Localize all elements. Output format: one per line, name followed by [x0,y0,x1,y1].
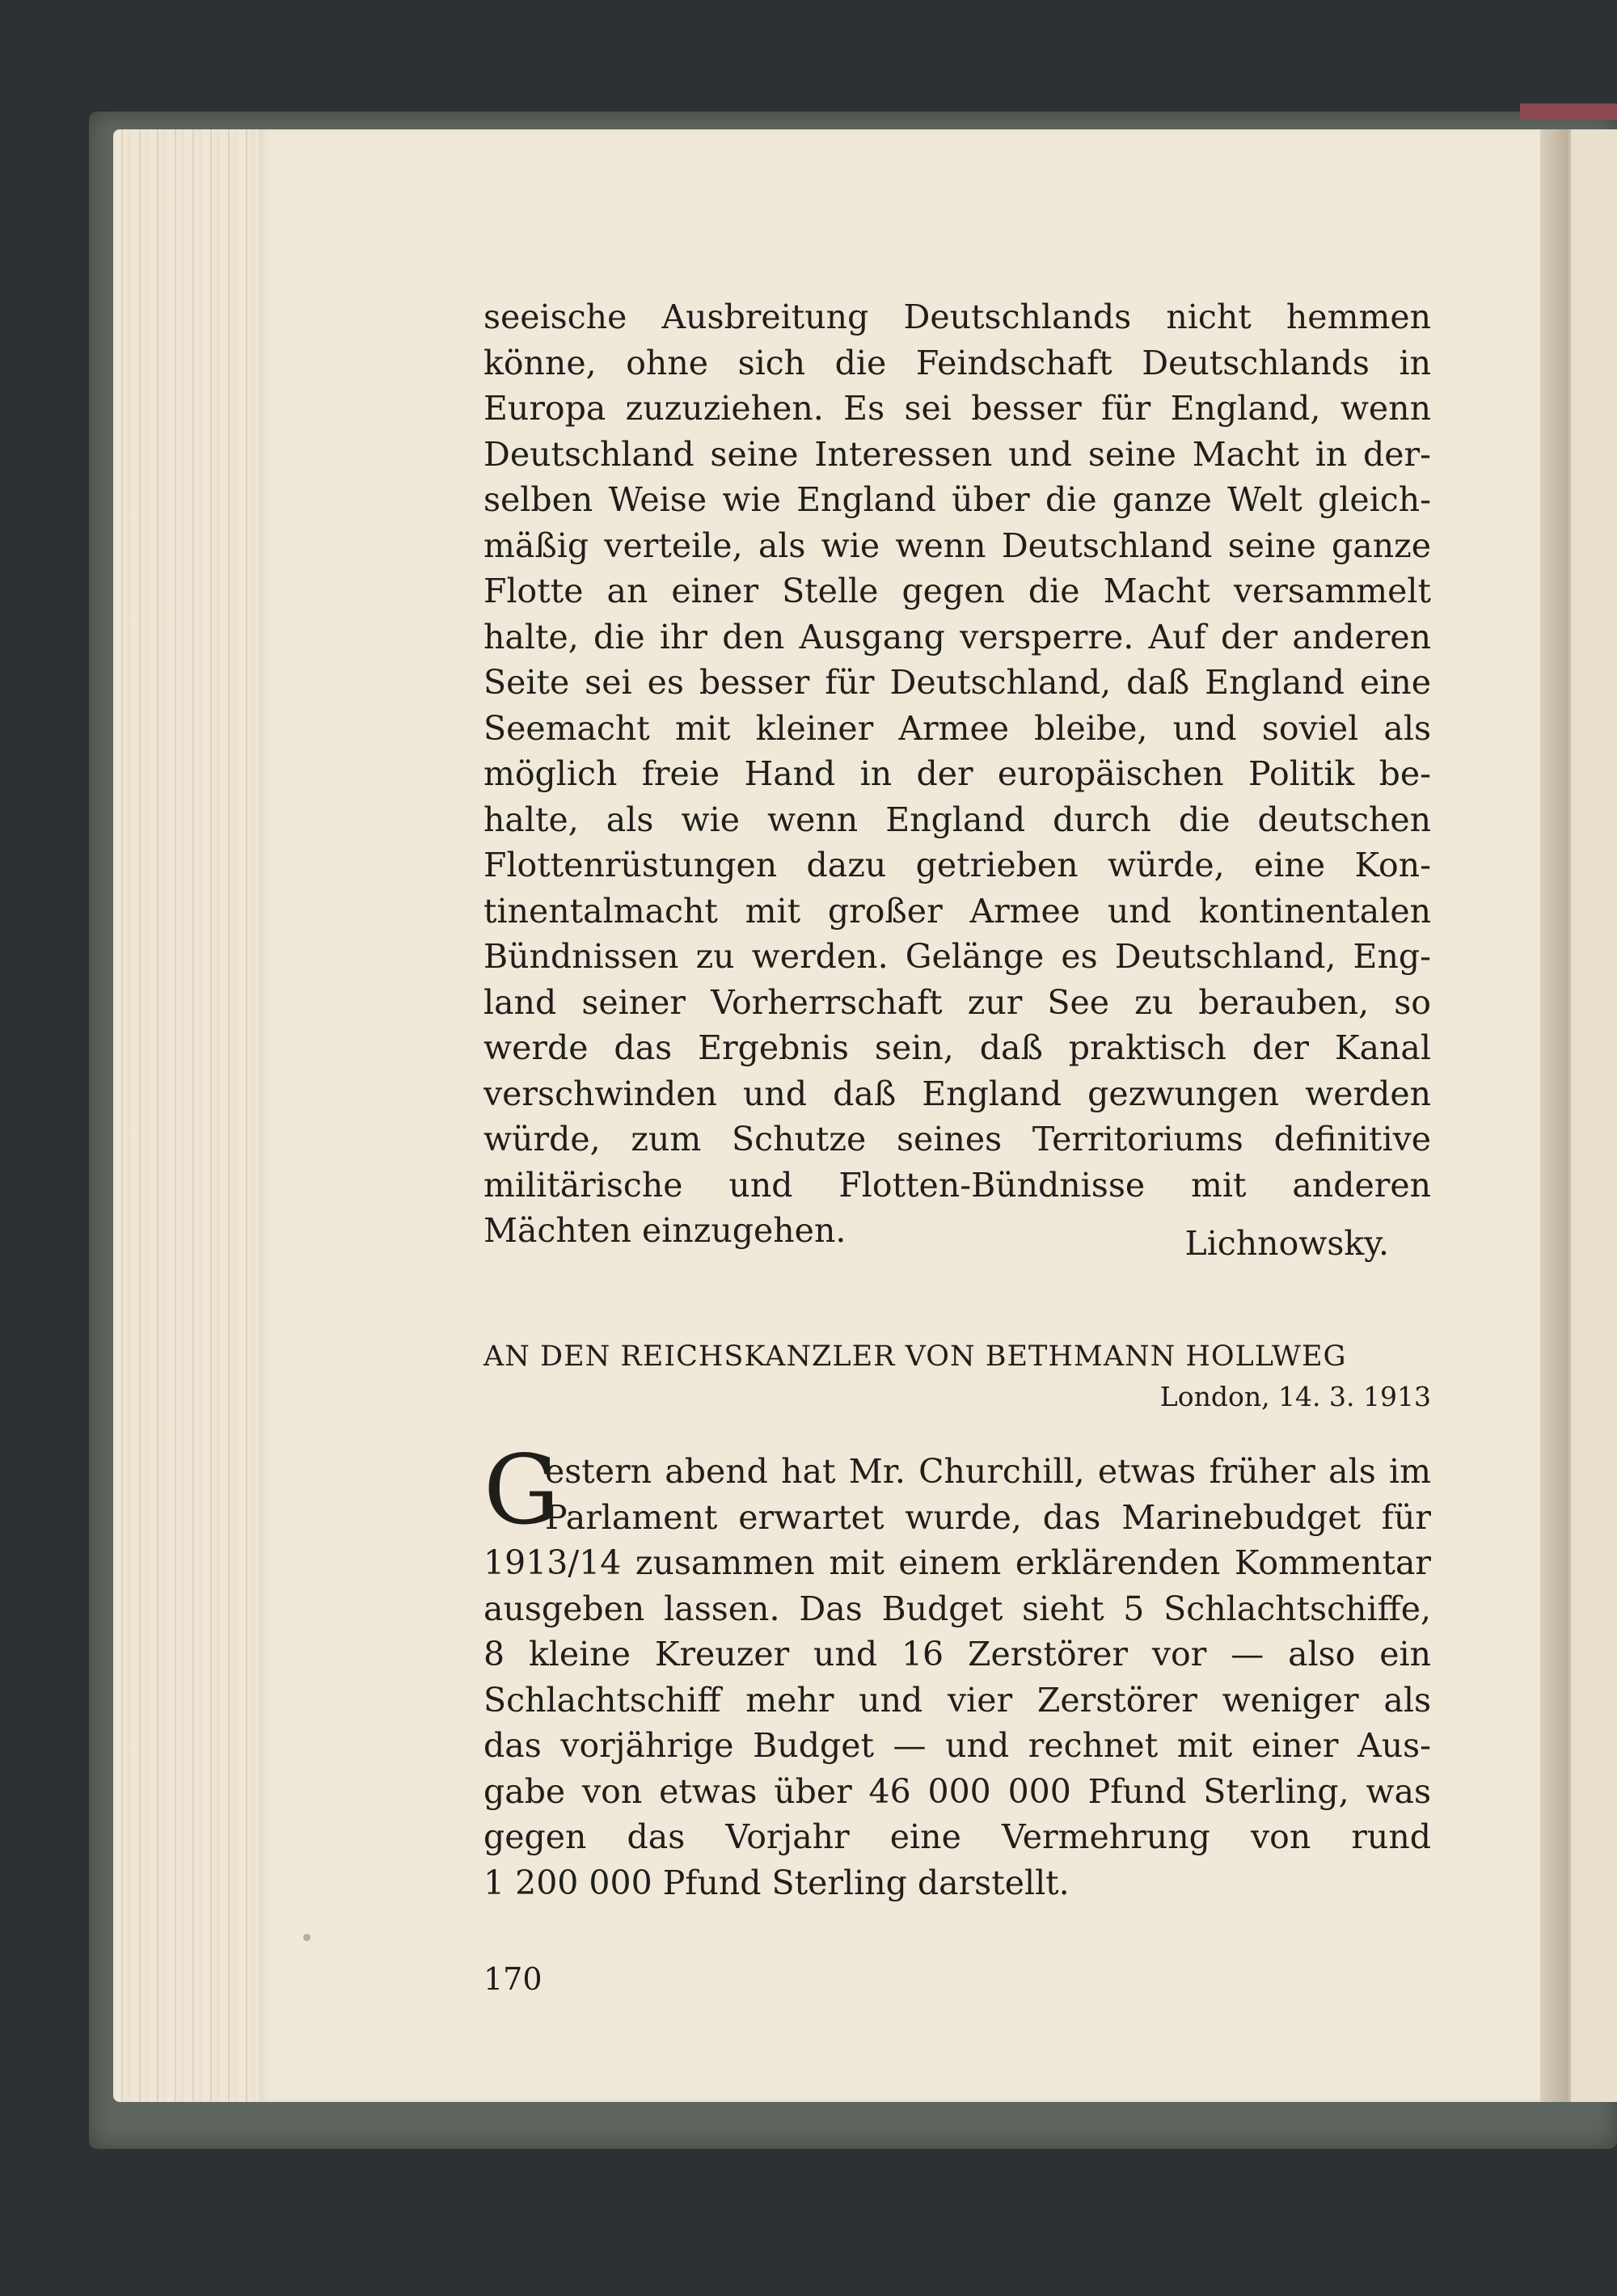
text-line: 1 200 000 Pfund Sterling darstellt. [483,1863,1070,1902]
text-line: Seite sei es besser für Deutschland, daß England eine [483,663,1431,702]
text-line: militärische und Flotten-Bündnisse mit anderen [483,1165,1431,1205]
text-line: tinentalmacht mit großer Armee und kontinentalen [483,891,1431,931]
book-cover-red-edge [1520,103,1617,120]
text-line: selben Weise wie England über die ganze Welt gleich- [483,480,1431,519]
text-line: Mächten einzugehen. [483,1211,846,1250]
text-line: das vorjährige Budget — und rechnet mit einer Aus- [483,1726,1431,1765]
text-line: Europa zuzuziehen. Es sei besser für England, wenn [483,389,1431,428]
text-line: Flotte an einer Stelle gegen die Macht versammelt [483,572,1431,610]
text-line: 1913/14 zusammen mit einem erklärenden Kommentar [483,1543,1431,1582]
text-line: halte, als wie wenn England durch die deutschen [483,800,1431,839]
text-line: Flottenrüstungen dazu getrieben würde, eine Kon- [483,846,1431,884]
page-stack-edges [113,129,275,2102]
text-line: 8 kleine Kreuzer und 16 Zerstörer vor — also ein [483,1635,1431,1673]
drop-cap: G [483,1434,560,1546]
text-line: Deutschland seine Interessen und seine Macht in der- [483,434,1431,474]
text-line: seeische Ausbreitung Deutschlands nicht hemmen [483,298,1431,336]
text-line: mäßig verteile, als wie wenn Deutschland seine ganze [483,525,1431,565]
text-line: könne, ohne sich die Feindschaft Deutschlands in [483,343,1431,382]
text-line: Bündnissen zu werden. Gelänge es Deutschland, Eng- [483,937,1431,976]
letter-body [483,1434,1431,1906]
text-line: werde das Ergebnis sein, daß praktisch der Kanal [483,1028,1431,1067]
text-line: Seemacht mit kleiner Armee bleibe, und soviel als [483,708,1431,748]
letter-paragraph-continuation [483,294,1431,1266]
signature: Lichnowsky. [1184,1224,1389,1263]
section-heading: AN DEN REICHSKANZLER VON BETHMANN HOLLWEG [483,1340,1347,1373]
text-line: halte, die ihr den Ausgang versperre. Auf der anderen [483,617,1431,656]
text-line: gegen das Vorjahr eine Vermehrung von rund [483,1817,1431,1856]
page-text [483,294,1431,1906]
page-number: 170 [483,1961,543,1997]
book-gutter [1540,129,1571,2102]
paragraph-ending-with-signature [483,1208,1431,1266]
dateline: London, 14. 3. 1913 [1159,1381,1431,1412]
facing-page-edge [1568,129,1617,2102]
text-line: Parlament erwartet wurde, das Marinebudget für [545,1497,1431,1537]
paper-mark [303,1934,310,1941]
text-line: würde, zum Schutze seines Territoriums definitive [483,1120,1431,1159]
text-line: land seiner Vorherrschaft zur See zu berauben, so [483,982,1431,1022]
text-line: estern abend hat Mr. Churchill, etwas früher als im [545,1452,1431,1491]
text-line: ausgeben lassen. Das Budget sieht 5 Schlachtschiffe, [483,1589,1431,1628]
text-line: Schlachtschiff mehr und vier Zerstörer weniger als [483,1680,1431,1720]
text-line: gabe von etwas über 46 000 000 Pfund Sterling, was [483,1771,1431,1811]
text-line: möglich freie Hand in der europäischen Politik be- [483,754,1431,793]
text-line: verschwinden und daß England gezwungen werden [483,1074,1431,1113]
